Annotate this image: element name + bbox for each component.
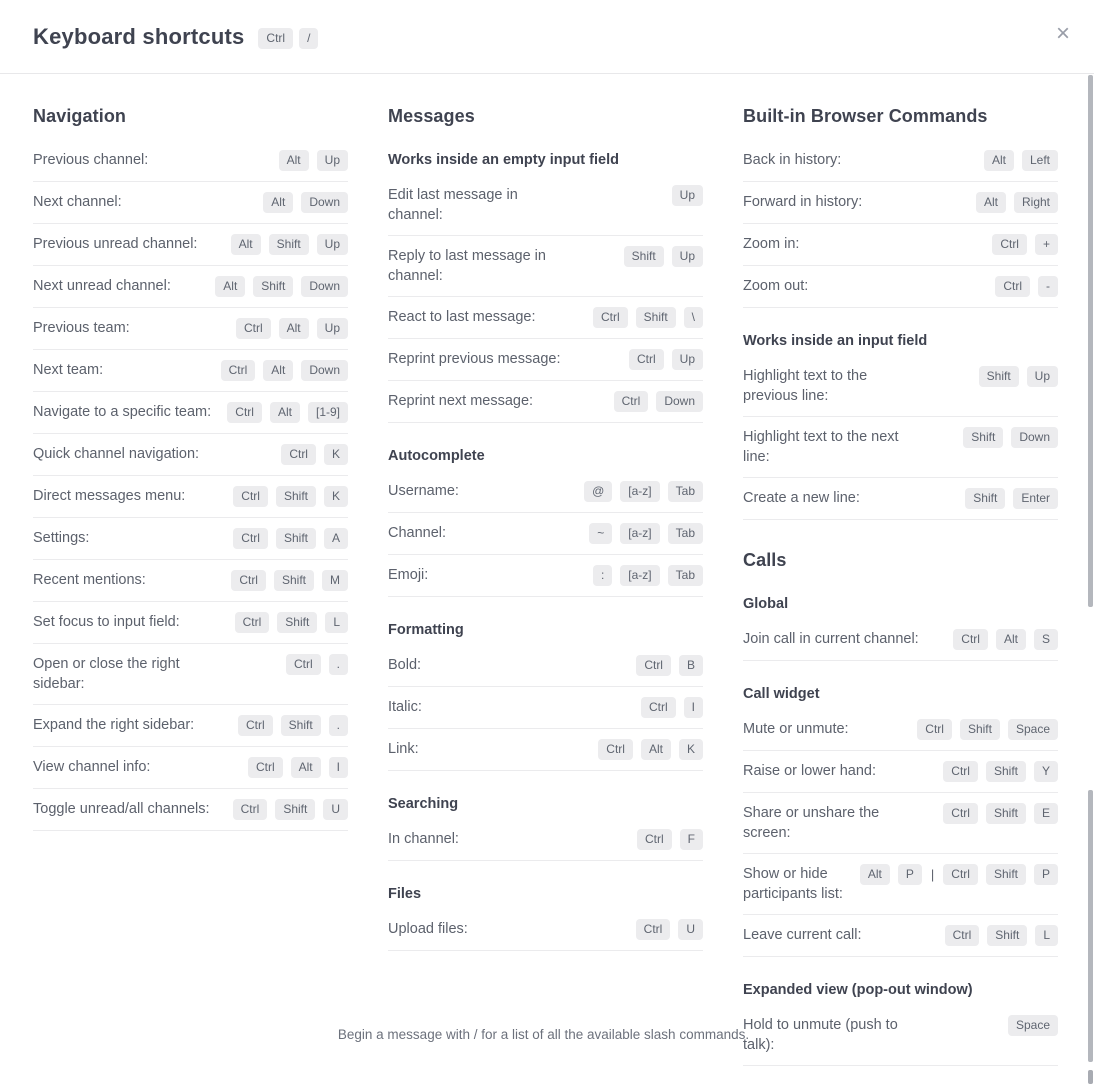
key-badge: Enter [1013, 488, 1058, 509]
key-badge: Shift [960, 719, 1000, 740]
key-badge: ~ [589, 523, 612, 544]
group-subtitle: Global [743, 596, 789, 612]
key-badge: Alt [860, 864, 890, 885]
shortcut-row [388, 381, 703, 423]
shortcut-group [388, 622, 703, 771]
key-badge: Ctrl [233, 528, 268, 549]
key-badge: Shift [965, 488, 1005, 509]
key-badge: Shift [269, 234, 309, 255]
shortcut-row [388, 555, 703, 597]
key-badge: [a-z] [620, 565, 659, 586]
key-badge: Ctrl [943, 761, 978, 782]
shortcut-keys [593, 565, 703, 586]
shortcut-row [33, 518, 348, 560]
key-badge: Ctrl [945, 925, 980, 946]
key-badge: U [678, 919, 703, 940]
key-badge: Shift [277, 612, 317, 633]
scrollbar-thumb[interactable] [1088, 790, 1093, 1062]
shortcut-label: In channel: [388, 831, 459, 847]
columns [33, 106, 1058, 1066]
key-badge: Y [1034, 761, 1058, 782]
shortcut-label: Username: [388, 483, 459, 499]
section-title: Messages [388, 106, 475, 126]
key-badge: Tab [668, 523, 703, 544]
key-badge: Ctrl [233, 486, 268, 507]
key-badge: Ctrl [629, 349, 664, 370]
shortcut-label: Highlight text to the previous line: [743, 368, 868, 404]
footer-text: Begin a message with / for a list of all the available slash commands. [337, 1027, 750, 1042]
shortcut-row [388, 645, 703, 687]
shortcut-group [743, 982, 1058, 1066]
group-subtitle: Formatting [388, 622, 464, 638]
key-badge: Ctrl [637, 829, 672, 850]
shortcut-label: Zoom in: [743, 236, 800, 252]
shortcut-keys [995, 276, 1058, 297]
key-badge: Ctrl [641, 697, 676, 718]
close-button[interactable] [1056, 22, 1070, 46]
shortcut-row [33, 705, 348, 747]
key-badge: B [679, 655, 703, 676]
key-badge: Shift [636, 307, 676, 328]
shortcut-keys [641, 697, 703, 718]
shortcut-label: Zoom out: [743, 278, 809, 294]
key-badge: Ctrl [943, 864, 978, 885]
shortcut-label: Direct messages menu: [33, 488, 186, 504]
shortcut-section [743, 550, 1058, 1066]
shortcut-row [743, 854, 1058, 915]
shortcut-row [33, 140, 348, 182]
shortcut-label: Highlight text to the next line: [743, 429, 899, 465]
shortcut-keys [233, 799, 348, 820]
key-badge: Alt [291, 757, 321, 778]
scrollbar-track[interactable] [1087, 74, 1094, 1084]
key-badge: Left [1022, 150, 1058, 171]
shortcut-keys [637, 829, 703, 850]
shortcut-keys [963, 427, 1058, 448]
shortcut-label: Leave current call: [743, 927, 862, 943]
key-badge: Ctrl [636, 655, 671, 676]
modal-body [0, 74, 1094, 1066]
key-badge: K [679, 739, 703, 760]
key-badge: Alt [215, 276, 245, 297]
group-subtitle: Searching [388, 796, 459, 812]
shortcut-keys [593, 307, 703, 328]
key-separator: | [930, 867, 935, 882]
key-badge: Down [301, 360, 348, 381]
shortcut-label: View channel info: [33, 759, 151, 775]
group-subtitle: Files [388, 886, 422, 902]
shortcut-keys [979, 366, 1058, 387]
shortcut-keys [286, 654, 348, 675]
shortcut-keys [279, 150, 348, 171]
key-badge: @ [584, 481, 612, 502]
key-badge: [a-z] [620, 481, 659, 502]
shortcut-row [33, 434, 348, 476]
key-badge: K [324, 486, 348, 507]
key-badge: L [1035, 925, 1058, 946]
key-badge: Alt [996, 629, 1026, 650]
shortcut-row [388, 729, 703, 771]
key-badge: Alt [270, 402, 300, 423]
shortcut-keys [636, 919, 703, 940]
shortcut-keys [943, 803, 1058, 824]
key-badge: Space [1008, 1015, 1058, 1036]
key-badge: Ctrl [953, 629, 988, 650]
shortcut-row [743, 140, 1058, 182]
shortcut-keys [965, 488, 1058, 509]
shortcut-row [33, 308, 348, 350]
key-badge: P [898, 864, 922, 885]
shortcut-row [388, 175, 703, 236]
shortcut-label: Settings: [33, 530, 90, 546]
key-badge: Shift [276, 528, 316, 549]
shortcut-keys [231, 570, 348, 591]
shortcut-row [388, 236, 703, 297]
key-badge: Ctrl [233, 799, 268, 820]
key-badge: Ctrl [221, 360, 256, 381]
key-badge: K [324, 444, 348, 465]
key-badge: Shift [979, 366, 1019, 387]
shortcut-keys [221, 360, 348, 381]
shortcuts-column-2 [388, 106, 703, 1066]
shortcut-label: Reprint next message: [388, 393, 534, 409]
shortcut-keys [231, 234, 348, 255]
key-badge: Up [672, 246, 703, 267]
shortcut-label: Set focus to input field: [33, 614, 180, 630]
shortcut-row [33, 560, 348, 602]
key-badge: Up [317, 318, 348, 339]
key-badge: Shift [253, 276, 293, 297]
key-badge: Ctrl [281, 444, 316, 465]
shortcut-keys [281, 444, 348, 465]
key-badge: Alt [231, 234, 261, 255]
key-badge: Down [301, 192, 348, 213]
shortcut-keys [984, 150, 1058, 171]
section-title: Calls [743, 550, 787, 570]
key-badge: Shift [276, 486, 316, 507]
modal-title-keys [258, 28, 318, 49]
key-badge: Ctrl [917, 719, 952, 740]
key-badge: Ctrl [636, 919, 671, 940]
shortcut-keys [236, 318, 348, 339]
shortcut-group [743, 140, 1058, 308]
shortcut-row [33, 789, 348, 831]
shortcut-row [743, 619, 1058, 661]
shortcut-row [388, 819, 703, 861]
shortcuts-column-1 [33, 106, 348, 1066]
shortcut-keys [624, 246, 703, 267]
key-badge: Shift [274, 570, 314, 591]
key-badge: Shift [963, 427, 1003, 448]
shortcut-keys [598, 739, 703, 760]
shortcut-row [743, 793, 1058, 854]
shortcut-row [33, 476, 348, 518]
key-badge: S [1034, 629, 1058, 650]
shortcut-keys [629, 349, 703, 370]
shortcut-label: Join call in current channel: [743, 631, 919, 647]
key-badge: Shift [987, 925, 1027, 946]
shortcut-label: Reprint previous message: [388, 351, 561, 367]
shortcut-keys [953, 629, 1058, 650]
shortcut-label: Channel: [388, 525, 447, 541]
key-badge: Shift [275, 799, 315, 820]
shortcut-keys [945, 925, 1058, 946]
shortcut-label: Link: [388, 741, 419, 757]
shortcut-group [388, 886, 703, 951]
shortcut-keys [584, 481, 703, 502]
key-badge: Ctrl [231, 570, 266, 591]
shortcut-label: Next unread channel: [33, 278, 171, 294]
key-badge: [1-9] [308, 402, 348, 423]
shortcut-section [743, 106, 1058, 520]
shortcut-section [388, 106, 703, 951]
shortcut-label: Share or unshare the screen: [743, 805, 880, 841]
shortcut-keys [215, 276, 348, 297]
modal-footer [0, 1026, 1087, 1044]
key-badge: F [680, 829, 703, 850]
shortcut-label: Create a new line: [743, 490, 860, 506]
shortcut-group [743, 596, 1058, 661]
shortcut-row [388, 513, 703, 555]
key-badge: . [329, 654, 348, 675]
key-badge: Ctrl [992, 234, 1027, 255]
shortcut-section [33, 106, 348, 831]
group-subtitle: Works inside an input field [743, 333, 928, 349]
key-badge: Ctrl [235, 612, 270, 633]
shortcut-keys [943, 761, 1058, 782]
key-badge: - [1038, 276, 1058, 297]
shortcut-row [743, 709, 1058, 751]
shortcut-label: React to last message: [388, 309, 536, 325]
key-badge: . [329, 715, 348, 736]
shortcut-keys [248, 757, 348, 778]
scrollbar-thumb[interactable] [1088, 1070, 1093, 1084]
key-badge: Alt [279, 150, 309, 171]
key-badge: M [322, 570, 348, 591]
shortcut-group [388, 448, 703, 597]
key-badge: Ctrl [238, 715, 273, 736]
key-badge: Alt [263, 360, 293, 381]
key-badge: Ctrl [593, 307, 628, 328]
shortcut-label: Navigate to a specific team: [33, 404, 212, 420]
shortcut-keys [235, 612, 348, 633]
shortcut-keys [589, 523, 703, 544]
shortcut-keys [976, 192, 1058, 213]
key-badge: Ctrl [598, 739, 633, 760]
shortcut-label: Previous unread channel: [33, 236, 198, 252]
key-badge: Alt [279, 318, 309, 339]
shortcut-row [743, 478, 1058, 520]
shortcut-group [388, 152, 703, 423]
shortcut-label: Edit last message in channel: [388, 187, 518, 223]
key-badge: Shift [624, 246, 664, 267]
key-badge: Down [656, 391, 703, 412]
shortcut-row [388, 297, 703, 339]
shortcut-row [33, 392, 348, 434]
key-badge: Ctrl [943, 803, 978, 824]
shortcut-row [33, 224, 348, 266]
key-badge: Shift [986, 864, 1026, 885]
key-badge: Up [672, 185, 703, 206]
key-badge: Ctrl [286, 654, 321, 675]
key-badge: L [325, 612, 348, 633]
shortcut-row [743, 266, 1058, 308]
key-badge: Space [1008, 719, 1058, 740]
shortcut-label: Emoji: [388, 567, 429, 583]
section-title: Built-in Browser Commands [743, 106, 988, 126]
shortcut-row [33, 350, 348, 392]
shortcut-label: Expand the right sidebar: [33, 717, 195, 733]
shortcut-label: Next channel: [33, 194, 122, 210]
key-badge: Ctrl [995, 276, 1030, 297]
shortcut-label: Back in history: [743, 152, 842, 168]
section-title: Navigation [33, 106, 127, 126]
close-icon: × [1055, 20, 1070, 47]
shortcut-row [33, 747, 348, 789]
key-badge: Alt [641, 739, 671, 760]
scrollbar-thumb[interactable] [1088, 75, 1093, 607]
shortcut-keys [233, 528, 348, 549]
key-badge: Ctrl [236, 318, 271, 339]
shortcut-row [33, 602, 348, 644]
shortcut-group [743, 333, 1058, 520]
shortcut-keys [233, 486, 348, 507]
shortcut-keys [238, 715, 348, 736]
shortcut-label: Next team: [33, 362, 104, 378]
shortcut-group [33, 140, 348, 831]
shortcut-keys [917, 719, 1058, 740]
key-badge: Alt [984, 150, 1014, 171]
shortcut-label: Open or close the right sidebar: [33, 656, 180, 692]
shortcut-label: Raise or lower hand: [743, 763, 876, 779]
shortcut-group [388, 796, 703, 861]
key-badge: Up [317, 234, 348, 255]
shortcut-group [743, 686, 1058, 957]
shortcut-label: Reply to last message in channel: [388, 248, 546, 284]
key-badge: Tab [668, 481, 703, 502]
shortcut-label: Toggle unread/all channels: [33, 801, 210, 817]
key-badge-ctrl: Ctrl [258, 28, 293, 49]
shortcut-label: Quick channel navigation: [33, 446, 200, 462]
shortcut-label: Show or hide participants list: [743, 866, 843, 902]
shortcut-label: Previous team: [33, 320, 130, 336]
shortcut-keys [614, 391, 703, 412]
shortcut-row [388, 687, 703, 729]
group-subtitle: Call widget [743, 686, 820, 702]
key-badge: E [1034, 803, 1058, 824]
shortcut-label: Previous channel: [33, 152, 149, 168]
shortcut-row [33, 644, 348, 705]
shortcut-keys [672, 185, 703, 206]
key-badge: I [329, 757, 348, 778]
key-badge: Shift [281, 715, 321, 736]
shortcut-keys [227, 402, 348, 423]
modal-title: Keyboard shortcuts [33, 23, 245, 49]
key-badge: Up [1027, 366, 1058, 387]
key-badge: + [1035, 234, 1058, 255]
key-badge: Ctrl [614, 391, 649, 412]
key-badge: U [323, 799, 348, 820]
key-badge: [a-z] [620, 523, 659, 544]
key-badge: Right [1014, 192, 1058, 213]
shortcut-label: Upload files: [388, 921, 468, 937]
shortcut-row [743, 751, 1058, 793]
key-badge: Up [317, 150, 348, 171]
shortcut-row [743, 417, 1058, 478]
shortcut-label: Bold: [388, 657, 422, 673]
shortcut-label: Mute or unmute: [743, 721, 849, 737]
shortcut-label: Italic: [388, 699, 422, 715]
key-badge: Down [301, 276, 348, 297]
shortcut-row [388, 339, 703, 381]
key-badge: A [324, 528, 348, 549]
key-badge: Alt [263, 192, 293, 213]
key-badge: Ctrl [227, 402, 262, 423]
shortcuts-column-3 [743, 106, 1058, 1066]
shortcut-row [33, 266, 348, 308]
shortcut-keys [636, 655, 703, 676]
key-badge: \ [684, 307, 703, 328]
key-badge-slash: / [299, 28, 318, 49]
key-badge: Shift [986, 761, 1026, 782]
shortcut-keys [992, 234, 1058, 255]
shortcut-row [743, 224, 1058, 266]
shortcut-keys [860, 864, 1058, 885]
key-badge: Ctrl [248, 757, 283, 778]
shortcut-row [388, 471, 703, 513]
group-subtitle: Expanded view (pop-out window) [743, 982, 973, 998]
key-badge: P [1034, 864, 1058, 885]
key-badge: Tab [668, 565, 703, 586]
key-badge: Shift [986, 803, 1026, 824]
key-badge: : [593, 565, 612, 586]
key-badge: Up [672, 349, 703, 370]
shortcut-row [388, 909, 703, 951]
group-subtitle: Autocomplete [388, 448, 485, 464]
group-subtitle: Works inside an empty input field [388, 152, 619, 168]
shortcut-label: Recent mentions: [33, 572, 146, 588]
shortcut-row [743, 182, 1058, 224]
modal-header [0, 0, 1094, 74]
shortcut-keys [263, 192, 348, 213]
key-badge: I [684, 697, 703, 718]
shortcut-row [33, 182, 348, 224]
key-badge: Down [1011, 427, 1058, 448]
shortcut-row [743, 356, 1058, 417]
shortcut-label: Forward in history: [743, 194, 863, 210]
shortcut-row [743, 915, 1058, 957]
key-badge: Alt [976, 192, 1006, 213]
shortcut-label: Hold to unmute (push to talk): [743, 1017, 898, 1053]
